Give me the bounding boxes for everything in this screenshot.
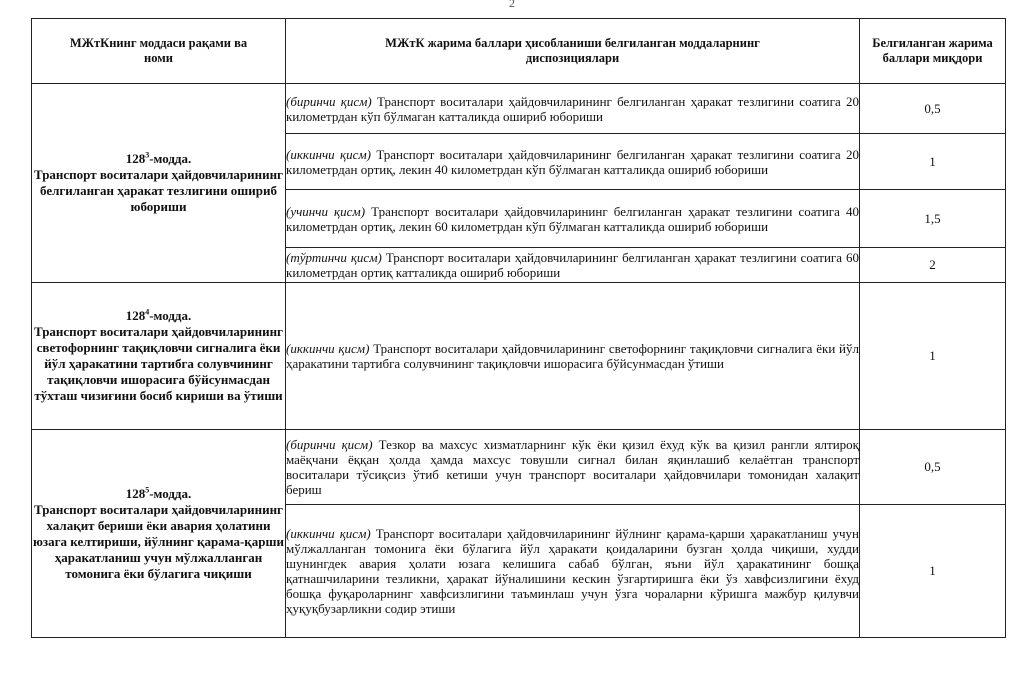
disposition-cell xyxy=(286,248,860,283)
header-article: МЖтКнинг моддаси рақами ва номи xyxy=(32,19,286,84)
article-number: $128^3$-модда. xyxy=(125,150,192,166)
points-cell: 2 xyxy=(860,248,1006,283)
points-cell: 1 xyxy=(860,134,1006,190)
part-label: (иккинчи қисм) xyxy=(286,526,371,541)
disposition-text: Транспорт воситалари ҳайдовчиларининг белгиланган ҳаракат тезлигини соатига 40 километрдан ортиқ, лекин 60 километрдан кўп бўлмаган катталикда ошириб юбориши xyxy=(286,203,859,234)
points-cell: 0,5 xyxy=(860,430,1006,505)
disposition-cell xyxy=(286,84,860,134)
part-label: (тўртинчи қисм) xyxy=(286,250,382,265)
disposition-cell xyxy=(286,505,860,638)
penalty-points-table xyxy=(31,18,1006,638)
table-row xyxy=(32,283,1006,430)
table-row xyxy=(32,84,1006,134)
disposition-cell xyxy=(286,283,860,430)
disposition-cell xyxy=(286,134,860,190)
part-label: (иккинчи қисм) xyxy=(286,341,370,356)
points-cell: 0,5 xyxy=(860,84,1006,134)
article-number: $128^4$-модда. xyxy=(125,307,192,323)
disposition-text: Транспорт воситалари ҳайдовчиларининг йўлнинг қарама-қарши ҳаракатланиш учун мўлжалланган томонига ёки бўлагига йўл ҳаракати қоидаларини бузган ҳолда чиқиши, худди шунингдек авария ҳолати юзага келишига сабаб бўлган, яъни йўл ҳаракатининг бошқа қатнашчиларини тезликни, ҳаракат йўналишини кескин ўзгартиришга ёки ўз хавфсизлигини ёхуд бошқа фуқароларнинг хавфсизлигини таъминлаш учун ўзга чораларни кўришга мажбур қилувчи ҳуқуқбузарликни содир этиши xyxy=(286,526,860,616)
article-cell-128-4 xyxy=(32,283,286,430)
article-title: Транспорт воситалари ҳайдовчиларининг светофорнинг тақиқловчи сигналига ёки йўл ҳаракатини тартибга солувчининг тақиқловчи ишорасига бўйсунмасдан тўхташ чизиғини босиб кириши ва ўтиши xyxy=(34,324,283,403)
points-cell: 1 xyxy=(860,505,1006,638)
points-cell: 1,5 xyxy=(860,190,1006,248)
disposition-text: Транспорт воситалари ҳайдовчиларининг белгиланган ҳаракат тезлигини соатига 20 километрдан ортиқ, лекин 40 километрдан кўп бўлмаган катталикда ошириб юбориши xyxy=(286,146,860,177)
article-cell-128-3 xyxy=(32,84,286,283)
article-title: Транспорт воситалари ҳайдовчиларининг халақит бериши ёки авария ҳолатини юзага келтириши, йўлнинг қарама-қарши ҳаракатланиш учун мўлжалланган томонига ёки бўлагига чиқиши xyxy=(32,501,284,581)
part-label: (иккинчи қисм) xyxy=(286,146,371,162)
disposition-cell xyxy=(286,190,860,248)
article-cell-128-5 xyxy=(32,430,286,638)
disposition-cell xyxy=(286,430,860,505)
part-label: (учинчи қисм) xyxy=(286,203,366,219)
disposition-text: Транспорт воситалари ҳайдовчиларининг белгиланган ҳаракат тезлигини соатига 20 километрдан кўп бўлмаган катталикда ошириб юбориши xyxy=(286,93,859,124)
table-header-row xyxy=(32,19,1006,84)
disposition-text: Транспорт воситалари ҳайдовчиларининг белгиланган ҳаракат тезлигини соатига 60 километрдан ортиқ катталикда ошириб юбориши xyxy=(286,250,859,280)
part-label: (биринчи қисм) xyxy=(286,93,372,109)
part-label: (биринчи қисм) xyxy=(286,437,373,452)
table-row xyxy=(32,430,1006,505)
article-title: Транспорт воситалари ҳайдовчиларининг белгиланган ҳаракат тезлигини ошириб юбориши xyxy=(34,167,283,214)
disposition-text: Транспорт воситалари ҳайдовчиларининг светофорнинг тақиқловчи сигналига ёки йўл ҳаракатини тартибга солувчининг тақиқловчи ишорасига бўйсунмасдан ўтиши xyxy=(286,341,859,371)
header-disposition: МЖтК жарима баллари ҳисобланиши белгиланган моддаларнинг диспозициялари xyxy=(286,19,860,84)
disposition-text: Тезкор ва махсус хизматларнинг кўк ёки қизил ёхуд кўк ва қизил рангли ялтироқ маёқчани ёққан ҳолда ҳамда махсус товушли сигнал билан яқинлашиб келаётган транспорт воситалари тўсиқсиз ўтиб кетиши учун транспорт воситалари ҳайдовчилари томонидан халақит бериш xyxy=(286,437,860,497)
page-number: 2 xyxy=(509,0,515,10)
header-points: Белгиланган жарима баллари миқдори xyxy=(860,19,1006,84)
points-cell: 1 xyxy=(860,283,1006,430)
article-number: $128^5$-модда. xyxy=(125,485,192,501)
